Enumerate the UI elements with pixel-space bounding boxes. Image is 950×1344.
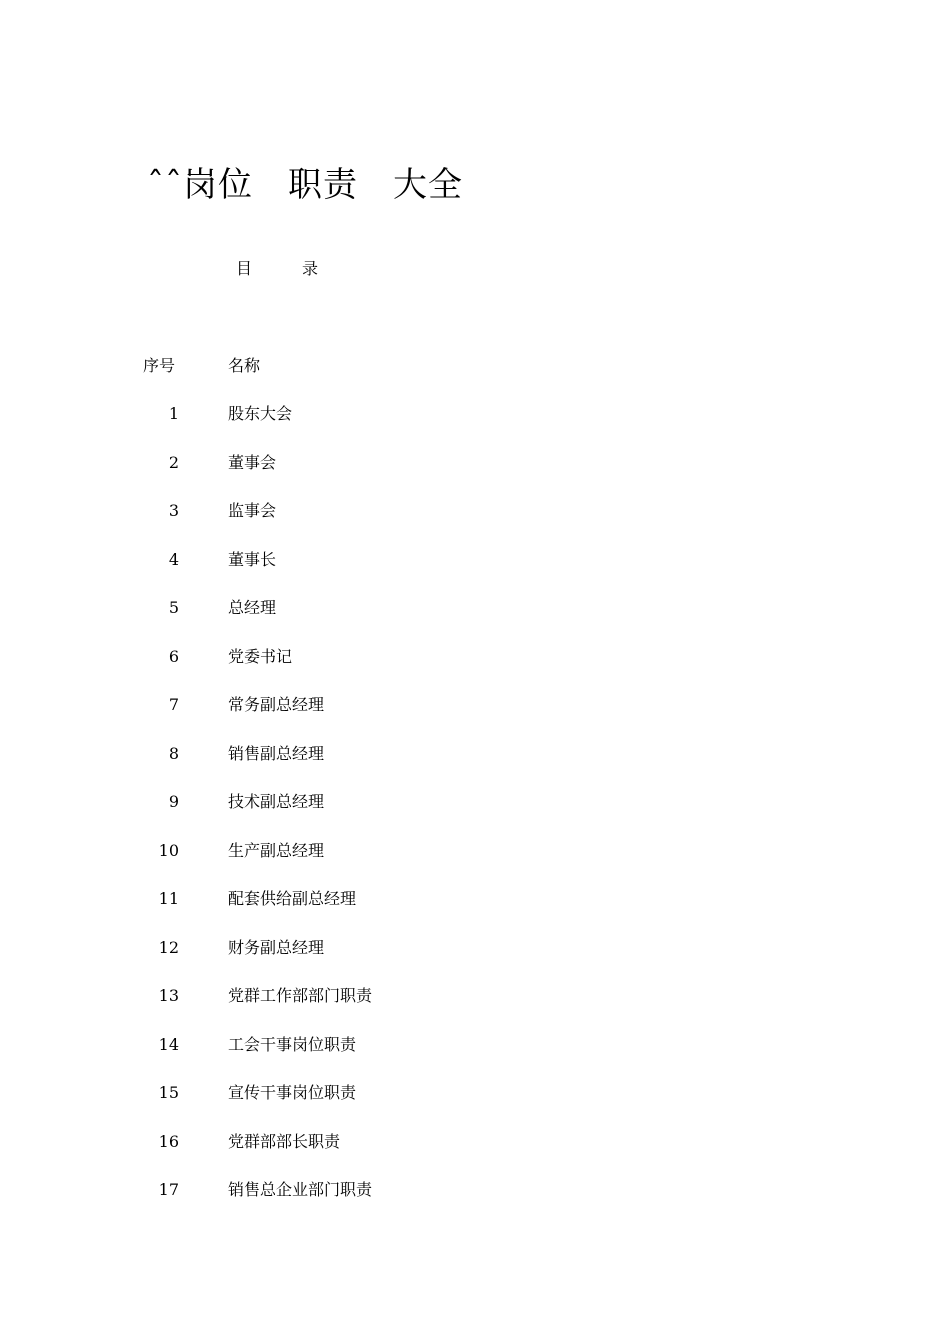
toc-entry-number: 14 [158,1034,179,1054]
column-header-number: 序号 [143,356,176,375]
toc-entry-number: 17 [158,1180,179,1199]
toc-entry-number: 8 [168,743,179,763]
column-header-name: 名称 [228,356,261,375]
toc-entry-number: 9 [168,792,179,811]
toc-entry-name: 董事会 [228,452,277,472]
toc-entry-name: 常务副总经理 [228,695,325,714]
toc-entry-name: 宣传干事岗位职责 [228,1083,357,1102]
toc-entry-name: 监事会 [228,501,277,520]
toc-entry [143,887,543,936]
toc-entry [143,451,543,500]
toc-entry-name: 董事长 [228,549,277,569]
toc-entry [143,499,543,548]
toc-entry [143,645,543,694]
toc-entry-number: 2 [168,452,179,472]
toc-heading-char: 录 [302,259,319,278]
toc-entry-number: 5 [168,598,179,617]
toc-entry-name: 生产副总经理 [228,840,325,860]
toc-entry-number: 6 [168,646,179,666]
toc-entry [143,1130,543,1179]
toc-entry-number: 4 [168,549,179,569]
toc-entry-number: 7 [168,695,179,714]
toc-entry-number: 10 [158,840,179,860]
toc-entry-number: 1 [168,404,179,423]
document-title: ˆˆ岗位 职责 大全 [147,165,463,205]
toc-entry-name: 销售副总经理 [228,743,325,763]
toc-entry [143,984,543,1033]
toc-entry [143,839,543,888]
toc-entry [143,1081,543,1130]
toc-entry [143,548,543,597]
toc-entry [143,1178,543,1227]
toc-entry-name: 党群部部长职责 [228,1131,341,1151]
toc-entry [143,742,543,791]
toc-entry-name: 工会干事岗位职责 [228,1034,357,1054]
toc-entry-name: 技术副总经理 [228,792,325,811]
toc-entry-number: 15 [158,1083,179,1102]
toc-entry [143,790,543,839]
toc-entry-number: 13 [158,986,179,1005]
toc-list [143,402,543,1227]
toc-entry [143,936,543,985]
toc-entry [143,1033,543,1082]
toc-entry [143,402,543,451]
toc-entry-number: 12 [158,937,179,957]
toc-heading [236,257,318,281]
toc-entry-name: 股东大会 [228,404,293,423]
toc-entry [143,693,543,742]
toc-entry-name: 销售总企业部门职责 [228,1180,373,1199]
toc-entry-name: 财务副总经理 [228,937,325,957]
toc-entry-number: 16 [158,1131,179,1151]
toc-heading-char: 目 [236,259,253,278]
toc-entry [143,596,543,645]
toc-entry-name: 配套供给副总经理 [228,889,357,908]
toc-entry-name: 总经理 [228,598,277,617]
toc-entry-number: 3 [168,501,179,520]
toc-entry-name: 党群工作部部门职责 [228,986,373,1005]
toc-entry-number: 11 [158,889,179,908]
toc-entry-name: 党委书记 [228,646,293,666]
